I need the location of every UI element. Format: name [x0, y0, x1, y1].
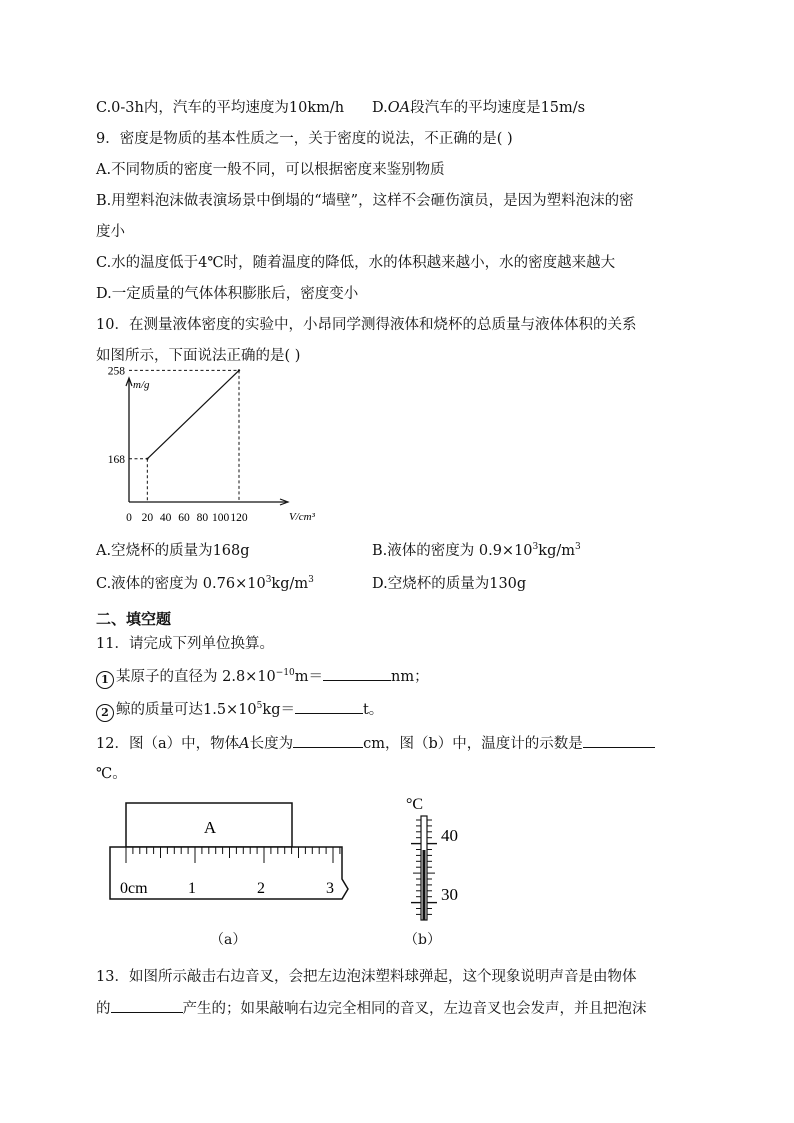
x-tick-label: 120	[230, 512, 248, 524]
ruler-label-0: 0cm	[120, 880, 148, 897]
data-line	[147, 370, 239, 458]
q12-stem-text: 12．图（a）中，物体	[96, 736, 240, 752]
x-tick-label: 40	[159, 512, 172, 524]
q10-option-b-text: B.液体的密度为 0.9×10	[372, 543, 533, 559]
answer-blank-13-1[interactable]	[111, 998, 183, 1013]
q10-option-c-unit-exp: 3	[308, 575, 314, 586]
item-number-2: 2	[96, 704, 114, 722]
q8-option-d-text: 段汽车的平均速度是	[410, 100, 541, 116]
answer-blank-11-1[interactable]	[323, 666, 391, 681]
q10-option-c-text: C.液体的密度为 0.76×10	[96, 576, 266, 592]
caption-b: （b）	[404, 932, 441, 948]
q9-option-a: A.不同物质的密度一般不同，可以根据密度来鉴别物质	[96, 162, 445, 178]
q11-item2-text: 鲸的质量可达1.5×10	[116, 702, 257, 718]
q11-item2	[96, 699, 383, 722]
ruler-label-3: 3	[326, 880, 334, 897]
q11-item2-target-unit: t。	[362, 702, 384, 718]
x-tick-label: 60	[178, 512, 190, 524]
q10-option-c-unit: kg/m	[271, 576, 309, 592]
q12-stem-line1	[96, 733, 655, 754]
q10-option-b-unit: kg/m	[538, 543, 575, 559]
q12-stem-line2: ℃。	[96, 766, 127, 782]
caption-a: （a）	[210, 932, 247, 948]
q12-object-label: A	[239, 736, 250, 752]
q11-item1-unit: m＝	[294, 669, 324, 685]
q11-item1-target-unit: nm；	[391, 669, 429, 685]
q13-line2	[96, 998, 647, 1019]
x-tick-label: 20	[141, 512, 154, 524]
q12-stem-mid: 长度为	[249, 736, 294, 752]
ruler-figure	[106, 803, 352, 905]
q9-option-b-line2: 度小	[96, 224, 125, 240]
thermometer-figure	[390, 790, 480, 926]
answer-blank-12-2[interactable]	[583, 733, 655, 748]
q9-option-b-line1: B.用塑料泡沫做表演场景中倒塌的“墙壁”，这样不会砸伤演员，是因为塑料泡沫的密	[96, 193, 634, 209]
q10-option-c	[96, 574, 314, 594]
q8-option-c-text: C.0-3h内，汽车的平均速度为	[96, 100, 289, 116]
q8-option-d-value: 15m/s	[540, 100, 586, 116]
q9-option-c: C.水的温度低于4℃时，随着温度的降低，水的体积越来越小，水的密度越来越大	[96, 255, 616, 271]
y-axis-label: m/g	[133, 379, 150, 391]
q8-option-c-value: 10km/h	[288, 100, 345, 116]
q10-option-b	[372, 541, 581, 561]
q10-option-c-exp: 3	[265, 575, 272, 586]
q11-item2-unit: kg＝	[262, 702, 295, 718]
q8-option-c	[96, 98, 344, 118]
q12-stem-unit: cm，图（b）中，温度计的示数是	[363, 736, 583, 752]
ruler-label-1: 1	[188, 880, 196, 897]
q8-option-d	[372, 98, 585, 118]
block-label: A	[203, 818, 217, 837]
q13-line2-prefix: 的	[96, 1001, 111, 1017]
q11-item2-exp: 5	[256, 701, 263, 712]
q10-stem-line1: 10．在测量液体密度的实验中，小昂同学测得液体和烧杯的总质量与液体体积的关系	[96, 317, 637, 333]
mass-volume-chart	[96, 365, 336, 526]
y-tick-label: 168	[107, 453, 125, 466]
q10-option-d: D.空烧杯的质量为130g	[372, 576, 527, 592]
q11-item1	[96, 666, 429, 689]
q9-option-d: D.一定质量的气体体积膨胀后，密度变小	[96, 286, 359, 302]
q10-option-a: A.空烧杯的质量为168g	[96, 543, 250, 559]
thermo-liquid	[423, 850, 426, 920]
y-tick-label: 258	[107, 365, 125, 378]
answer-blank-12-1[interactable]	[293, 733, 363, 748]
q10-stem-line2: 如图所示，下面说法正确的是( )	[96, 348, 301, 364]
thermo-label-30: 30	[441, 885, 458, 904]
q11-stem: 11．请完成下列单位换算。	[96, 636, 274, 652]
thermo-unit: °C	[406, 796, 424, 813]
x-tick-label: 0	[126, 512, 132, 524]
ruler-label-2: 2	[257, 880, 265, 897]
x-tick-label: 80	[196, 512, 209, 524]
section-title: 二、填空题	[96, 610, 172, 628]
thermo-label-40: 40	[441, 826, 458, 845]
q8-oa-label: OA	[387, 100, 411, 116]
x-axis-label: V/cm³	[289, 511, 315, 523]
answer-blank-11-2[interactable]	[295, 699, 363, 714]
q9-stem: 9．密度是物质的基本性质之一，关于密度的说法，不正确的是( )	[96, 131, 513, 147]
x-tick-label: 100	[212, 512, 230, 524]
q13-line2-text: 产生的；如果敲响右边完全相同的音叉，左边音叉也会发声，并且把泡沫	[182, 1001, 647, 1017]
q10-option-b-exp: 3	[532, 542, 539, 553]
q8-option-d-prefix: D.	[372, 100, 388, 116]
q13-line1: 13．如图所示敲击右边音叉，会把左边泡沫塑料球弹起，这个现象说明声音是由物体	[96, 969, 637, 985]
q11-item1-text: 某原子的直径为 2.8×10	[116, 669, 276, 685]
q11-item1-exp: −10	[275, 668, 295, 679]
q10-option-b-unit-exp: 3	[574, 542, 581, 553]
item-number-1: 1	[96, 671, 114, 689]
